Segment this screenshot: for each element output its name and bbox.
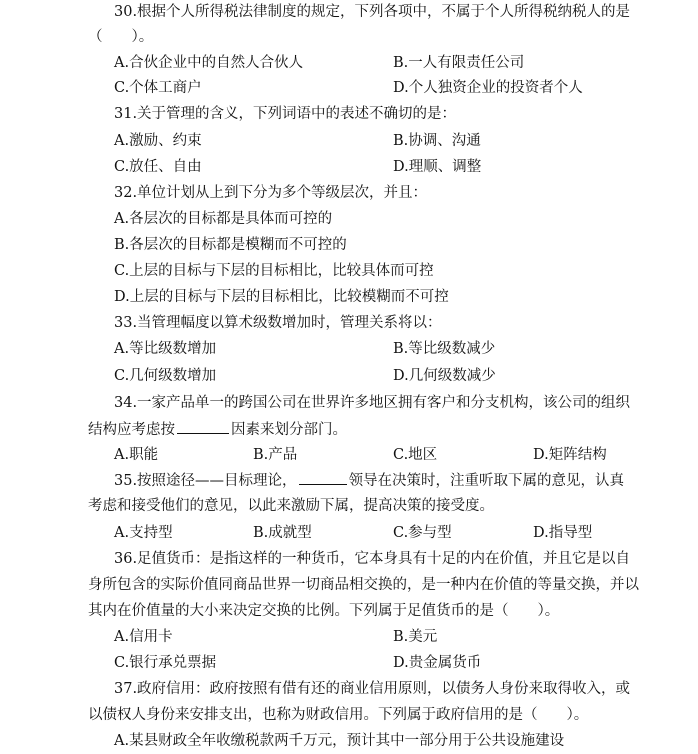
q31-option-c[interactable]: C.放任、自由 (114, 159, 202, 175)
q35-stem-line1-part1: 35.按照途径——目标理论， (114, 473, 297, 489)
q32-option-a[interactable]: A.各层次的目标都是具体而可控的 (114, 211, 333, 227)
q36-stem-line1: 36.足值货币：是指这样的一种货币，它本身具有十足的内在价值，并且它是以自 (114, 551, 631, 567)
q36-option-d[interactable]: D.贵金属货币 (393, 655, 482, 671)
q35-answer-blank[interactable] (299, 470, 347, 485)
q33-option-c[interactable]: C.几何级数增加 (114, 368, 217, 384)
q33-option-a[interactable]: A.等比级数增加 (114, 341, 217, 357)
q36-option-c[interactable]: C.银行承兑票据 (114, 655, 217, 671)
q30-option-c[interactable]: C.个体工商户 (114, 80, 202, 96)
q34-stem-line2-part2: 因素来划分部门。 (231, 422, 347, 438)
q30-option-a[interactable]: A.合伙企业中的自然人合伙人 (114, 55, 304, 71)
q32-stem: 32.单位计划从上到下分为多个等级层次，并且： (114, 185, 428, 201)
q36-option-b[interactable]: B.美元 (393, 629, 438, 645)
q33-option-d[interactable]: D.几何级数减少 (393, 368, 496, 384)
q37-stem-line1: 37.政府信用：政府按照有借有还的商业信用原则，以债务人身份来取得收入，或 (114, 681, 631, 697)
q34-option-d[interactable]: D.矩阵结构 (533, 447, 607, 463)
q34-option-b[interactable]: B.产品 (253, 447, 298, 463)
q34-stem-line2-part1: 结构应考虑按 (88, 422, 175, 438)
q34-option-a[interactable]: A.职能 (114, 447, 159, 463)
q35-stem-line1 (114, 470, 624, 491)
q36-option-a[interactable]: A.信用卡 (114, 629, 173, 645)
q34-option-c[interactable]: C.地区 (393, 447, 438, 463)
q33-option-b[interactable]: B.等比级数减少 (393, 341, 496, 357)
q35-stem-line1-part2: 领导在决策时，注重听取下属的意见，认真 (348, 473, 625, 489)
q35-option-b[interactable]: B.成就型 (253, 525, 312, 541)
q30-option-b[interactable]: B.一人有限责任公司 (393, 55, 525, 71)
q30-stem-line2: （ ）。 (88, 29, 154, 45)
q35-stem-line2: 考虑和接受他们的意见，以此来激励下属，提高决策的接受度。 (88, 498, 494, 514)
q33-stem: 33.当管理幅度以算术级数增加时，管理关系将以： (114, 315, 442, 331)
q36-stem-line2: 身所包含的实际价值同商品世界一切商品相交换的，是一种内在价值的等量交换，并以 (88, 577, 639, 593)
q32-option-c[interactable]: C.上层的目标与下层的目标相比，比较具体而可控 (114, 263, 434, 279)
q34-answer-blank[interactable] (177, 419, 229, 434)
q31-option-b[interactable]: B.协调、沟通 (393, 133, 481, 149)
q35-option-c[interactable]: C.参与型 (393, 525, 452, 541)
q32-option-d[interactable]: D.上层的目标与下层的目标相比，比较模糊而不可控 (114, 289, 449, 305)
q34-stem-line1: 34.一家产品单一的跨国公司在世界许多地区拥有客户和分支机构，该公司的组织 (114, 395, 631, 411)
q35-option-a[interactable]: A.支持型 (114, 525, 173, 541)
q34-stem-line2 (88, 419, 347, 440)
q35-option-d[interactable]: D.指导型 (533, 525, 593, 541)
q37-option-a[interactable]: A.某县财政全年收缴税款两千万元，预计其中一部分用于公共设施建设 (114, 733, 565, 749)
q30-option-d[interactable]: D.个人独资企业的投资者个人 (393, 80, 583, 96)
q30-stem-line1: 30.根据个人所得税法律制度的规定，下列各项中，不属于个人所得税纳税人的是 (114, 4, 631, 20)
q36-stem-line3: 其内在价值量的大小来决定交换的比例。下列属于足值货币的是（ ）。 (88, 603, 560, 619)
q32-option-b[interactable]: B.各层次的目标都是模糊而不可控的 (114, 237, 347, 253)
q31-stem: 31.关于管理的含义，下列词语中的表述不确切的是： (114, 106, 457, 122)
q31-option-d[interactable]: D.理顺、调整 (393, 159, 482, 175)
q37-stem-line2: 以债权人身份来安排支出，也称为财政信用。下列属于政府信用的是（ ）。 (88, 707, 589, 723)
q31-option-a[interactable]: A.激励、约束 (114, 133, 202, 149)
